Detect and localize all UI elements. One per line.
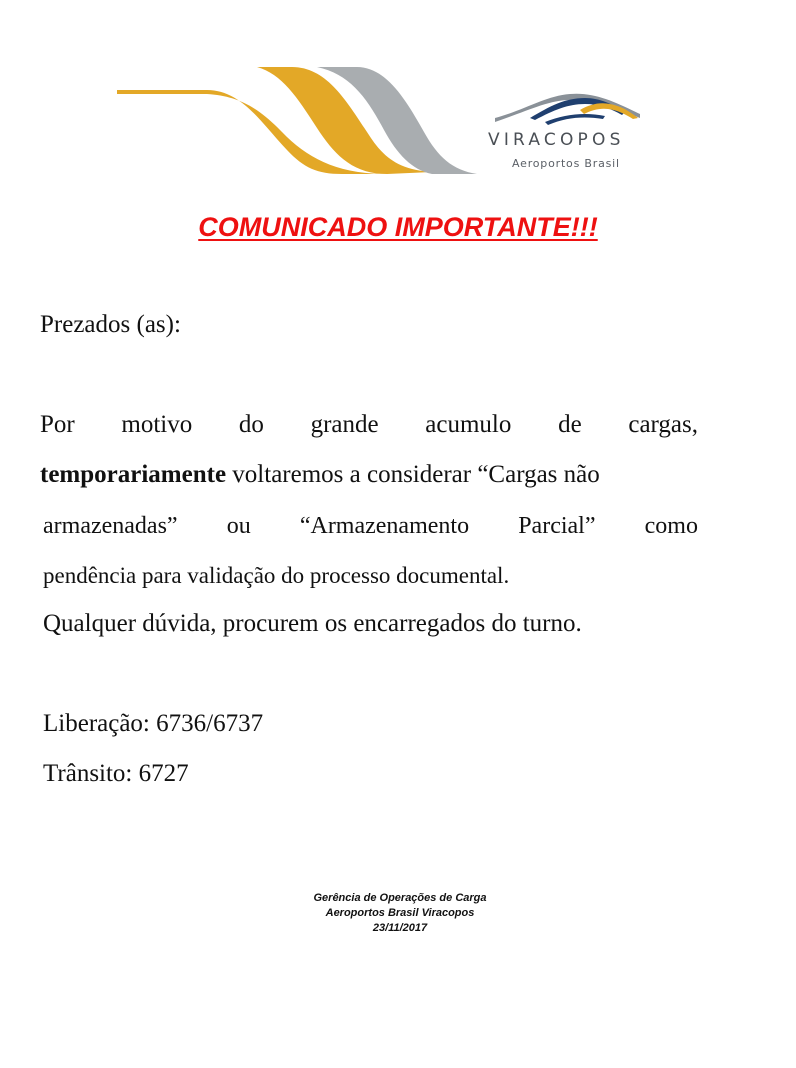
word: grande: [310, 411, 379, 438]
header-logos: [0, 0, 796, 190]
greeting: Prezados (as):: [40, 311, 181, 338]
word: do: [238, 411, 264, 438]
notice-title: COMUNICADO IMPORTANTE!!!: [198, 212, 598, 242]
liberacao-extension: Liberação: 6736/6737: [43, 710, 264, 737]
word: como: [644, 513, 698, 539]
word: Por: [40, 411, 75, 438]
word: acumulo: [425, 411, 512, 438]
brand-name: VIRACOPOS: [488, 130, 625, 150]
body-line-2: [40, 461, 600, 489]
body-line-5: Qualquer dúvida, procurem os encarregados do turno.: [43, 610, 582, 637]
footer-signature: [0, 891, 796, 936]
word: “Armazenamento: [299, 513, 470, 539]
word: Parcial”: [518, 513, 596, 539]
word: cargas,: [628, 411, 698, 438]
brand-subtitle: Aeroportos Brasil: [512, 157, 620, 170]
transito-extension: Trânsito: 6727: [43, 760, 189, 787]
footer-department: Gerência de Operações de Carga: [313, 892, 487, 904]
swoosh-logo: [112, 62, 482, 178]
emphasis-temporariamente: temporariamente: [40, 461, 227, 488]
word: ou: [226, 513, 251, 539]
footer-company: Aeroportos Brasil Viracopos: [325, 907, 475, 919]
word: armazenadas”: [43, 513, 178, 539]
viracopos-mark-icon: [490, 88, 650, 130]
body-line-2-rest: voltaremos a considerar “Cargas não: [226, 461, 600, 488]
body-line-1: [40, 411, 698, 439]
body-line-4: pendência para validação do processo documental.: [43, 563, 510, 588]
word: de: [558, 411, 582, 438]
footer-date: 23/11/2017: [372, 922, 428, 934]
body-line-3: [43, 513, 698, 540]
word: motivo: [121, 411, 193, 438]
